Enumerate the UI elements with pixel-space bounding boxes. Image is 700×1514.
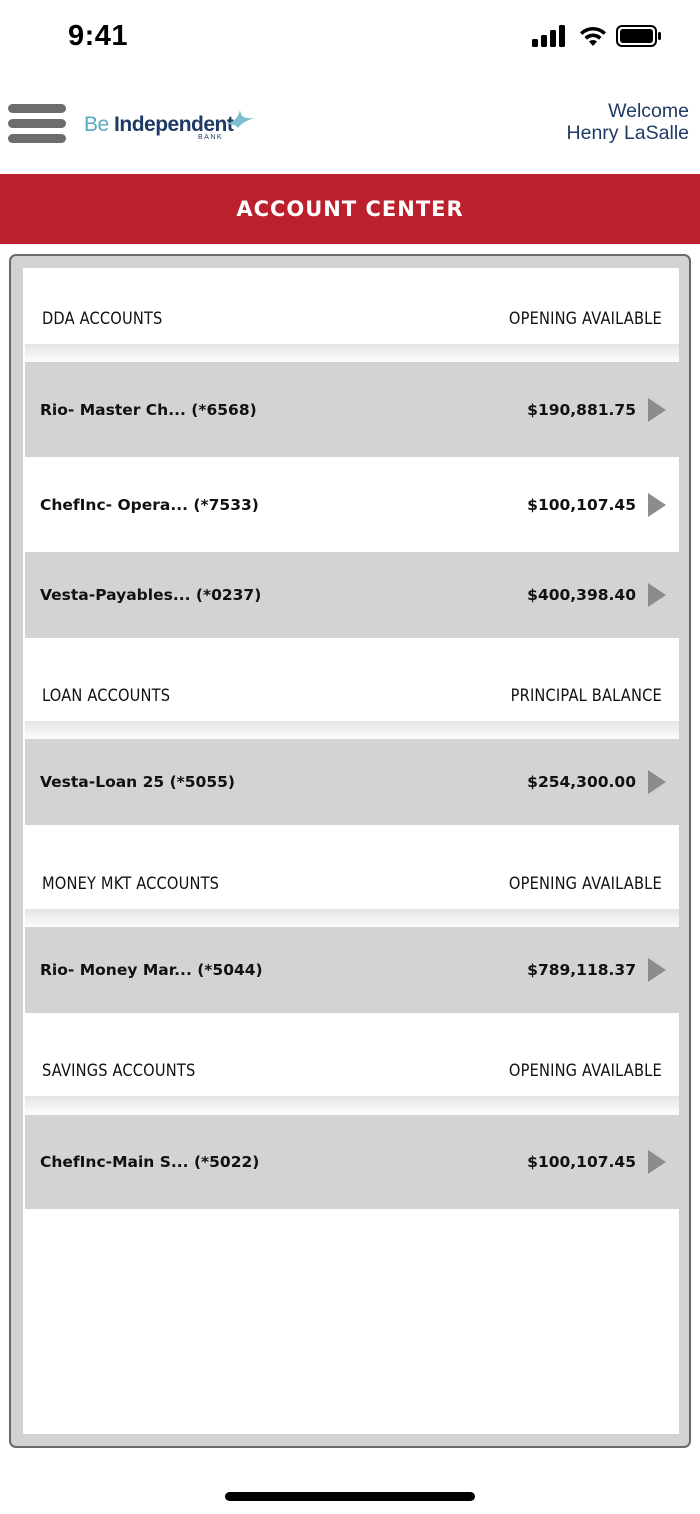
battery-icon: [616, 25, 662, 47]
account-name: ChefInc-Main S... (*5022): [40, 1153, 260, 1171]
account-name: Rio- Money Mar... (*5044): [40, 961, 263, 979]
account-name: Rio- Master Ch... (*6568): [40, 400, 257, 419]
bird-logo-icon: [224, 106, 256, 130]
section-label: MONEY MKT ACCOUNTS: [42, 874, 220, 894]
account-name: Vesta-Payables... (*0237): [40, 586, 262, 604]
page-title-banner: [0, 174, 700, 244]
section-label: LOAN ACCOUNTS: [42, 686, 171, 706]
account-name: ChefInc- Opera... (*7533): [40, 495, 259, 514]
section-column-label: OPENING AVAILABLE: [509, 309, 662, 329]
signal-icon: [532, 25, 566, 47]
user-name: Henry LaSalle: [566, 122, 689, 144]
section-label: SAVINGS ACCOUNTS: [42, 1061, 196, 1081]
chevron-right-icon[interactable]: [648, 958, 666, 982]
section-column-label: OPENING AVAILABLE: [509, 874, 662, 894]
section-column-label: PRINCIPAL BALANCE: [510, 686, 662, 706]
section-header-dda: [25, 268, 679, 344]
welcome-greeting: [567, 100, 689, 144]
section-column-label: OPENING AVAILABLE: [509, 1061, 662, 1081]
account-list: [23, 268, 679, 1434]
chevron-right-icon[interactable]: [648, 770, 666, 794]
status-bar: [0, 0, 700, 80]
account-amount: $789,118.37: [527, 961, 636, 979]
section-label: DDA ACCOUNTS: [42, 309, 163, 329]
chevron-right-icon[interactable]: [648, 1150, 666, 1174]
home-indicator[interactable]: [225, 1492, 475, 1501]
account-amount: $100,107.45: [527, 1153, 636, 1171]
app-header: [0, 80, 700, 174]
section-header-money-mkt: [25, 833, 679, 909]
account-amount: $100,107.45: [527, 495, 636, 514]
account-row-5055[interactable]: [25, 739, 679, 825]
bank-logo: [84, 106, 260, 146]
chevron-right-icon[interactable]: [648, 493, 666, 517]
section-header-loan: [25, 645, 679, 721]
logo-bank: BANK: [198, 134, 224, 141]
account-row-6568[interactable]: [25, 362, 679, 457]
welcome-label: Welcome: [608, 100, 689, 122]
logo-independent: Independent: [114, 113, 234, 136]
hamburger-menu-icon[interactable]: [8, 104, 66, 144]
section-header-savings: [25, 1020, 679, 1096]
logo-be: Be: [84, 113, 109, 136]
chevron-right-icon[interactable]: [648, 583, 666, 607]
account-row-5022[interactable]: [25, 1115, 679, 1209]
status-time: 9:41: [68, 20, 129, 52]
account-amount: $254,300.00: [527, 773, 636, 791]
page-title: ACCOUNT CENTER: [236, 197, 464, 221]
account-amount: $400,398.40: [527, 586, 636, 604]
account-row-7533[interactable]: [25, 457, 679, 552]
account-row-5044[interactable]: [25, 927, 679, 1013]
account-amount: $190,881.75: [527, 400, 636, 419]
account-panel: [9, 254, 691, 1448]
account-name: Vesta-Loan 25 (*5055): [40, 773, 235, 791]
chevron-right-icon[interactable]: [648, 398, 666, 422]
wifi-icon: [578, 25, 608, 47]
account-row-0237[interactable]: [25, 552, 679, 638]
